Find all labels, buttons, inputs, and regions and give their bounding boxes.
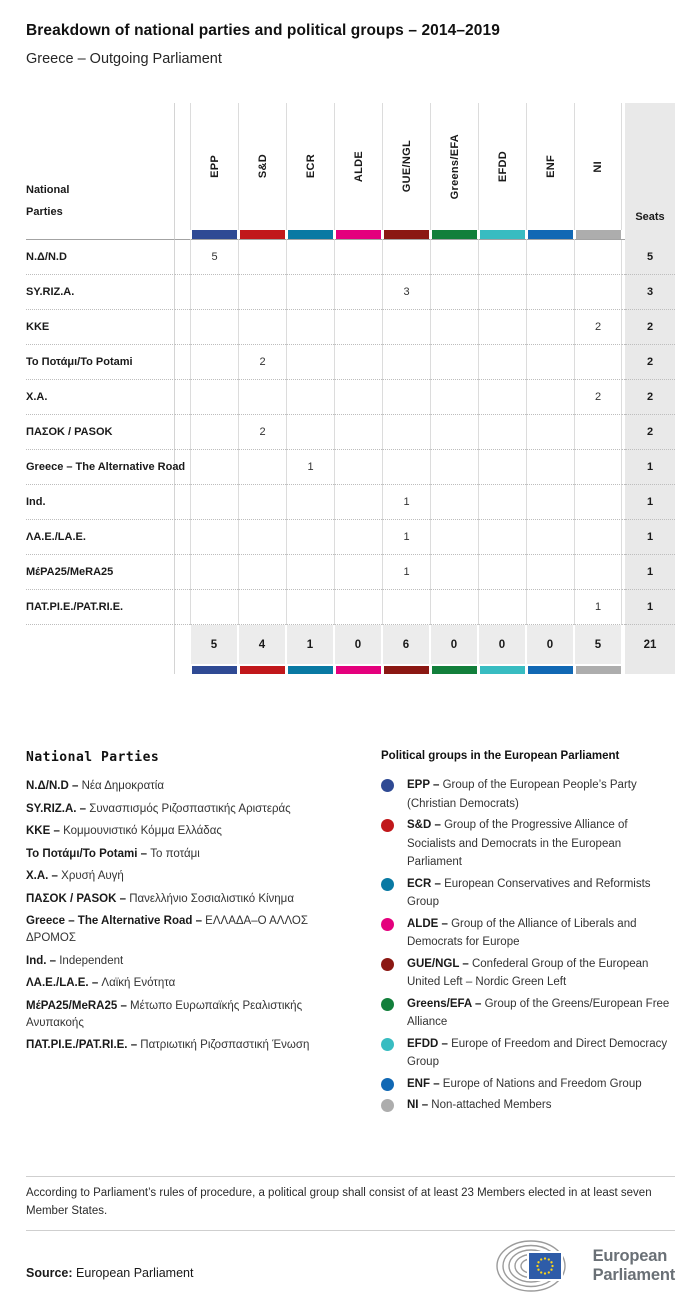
bottom-bar-label-cell [26,664,175,674]
value-cell-ENF [526,520,574,555]
group-abbr: ALDE – [407,917,452,930]
corner-header-line: National [26,184,70,196]
seats-cell: 2 [625,415,675,450]
value-cell-GUE/NGL [382,415,430,450]
total-cell-NI: 5 [574,625,622,664]
bottom-color-bar-segment-ALDE [334,664,382,674]
value-cell-EFDD [478,520,526,555]
national-party-legend-item [26,1037,357,1054]
national-party-legend-item [26,975,357,992]
value-cell-EPP [190,520,238,555]
party-cell: Ν.Δ/N.D [26,240,175,275]
group-color-dot-EFDD [381,1038,394,1051]
value-cell-Greens/EFA [430,415,478,450]
political-group-legend-item [381,875,675,912]
bottom-color-bar-segment-ECR [286,664,334,674]
value-cell-ALDE [334,310,382,345]
value-cell-Greens/EFA [430,520,478,555]
value-cell-ENF [526,345,574,380]
value-cell-Greens/EFA [430,590,478,625]
total-cell-ENF: 0 [526,625,574,664]
group-full-name: Group of the Alliance of Liberals and Democrats for Europe [407,917,637,948]
value-cell-EPP [190,310,238,345]
party-abbr: Greece – The Alternative Road – [26,915,206,927]
value-cell-ALDE [334,590,382,625]
seats-cell: 1 [625,520,675,555]
value-cell-NI [574,275,622,310]
value-cell-EFDD [478,485,526,520]
value-cell-EPP [190,590,238,625]
value-cell-Greens/EFA [430,310,478,345]
party-cell: ΛΑ.Ε./LA.E. [26,520,175,555]
group-header-ECR [286,103,334,230]
value-cell-S&D: 2 [238,345,286,380]
group-header-label: NI [592,160,604,173]
seats-header: Seats [625,103,675,230]
source-label: Source: [26,1266,73,1280]
party-abbr: Το Ποτάμι/To Potami – [26,847,151,860]
row-spacer [175,415,190,450]
group-header-label: EFDD [496,150,509,183]
value-cell-Greens/EFA [430,275,478,310]
european-parliament-logo [487,1240,675,1292]
party-cell: SY.RIZ.A. [26,275,175,310]
seats-cell: 2 [625,380,675,415]
group-description [407,995,675,1032]
value-cell-ECR [286,240,334,275]
value-cell-ALDE [334,415,382,450]
value-cell-S&D [238,275,286,310]
group-header-label: S&D [256,154,269,179]
value-cell-EPP: 5 [190,240,238,275]
color-bar-segment-ECR [286,230,334,240]
group-full-name: Non-attached Members [431,1099,552,1111]
totals-label-cell [26,625,175,664]
value-cell-EFDD [478,450,526,485]
party-full-name: Πανελλήνιο Σοσιαλιστικό Κίνημα [129,892,294,905]
political-groups-legend-list [381,776,675,1115]
national-party-legend-item [26,801,357,818]
party-abbr: Χ.Α. – [26,870,62,882]
political-group-legend-item [381,955,675,992]
value-cell-Greens/EFA [430,555,478,590]
value-cell-NI [574,520,622,555]
row-spacer [175,555,190,590]
seats-cell: 5 [625,240,675,275]
value-cell-Greens/EFA [430,240,478,275]
value-cell-EFDD [478,415,526,450]
party-abbr: ΠΑΤ.ΡΙ.Ε./PAT.RI.E. – [26,1039,141,1051]
value-cell-ECR: 1 [286,450,334,485]
value-cell-NI: 2 [574,380,622,415]
ep-logo-text [593,1247,675,1285]
value-cell-ENF [526,310,574,345]
value-cell-GUE/NGL [382,590,430,625]
national-party-legend-item [26,846,357,863]
value-cell-ALDE [334,520,382,555]
party-full-name: Χρυσή Αυγή [61,870,124,882]
group-header-label: Greens/EFA [448,133,461,200]
national-party-legend-item [26,891,357,908]
value-cell-GUE/NGL: 1 [382,520,430,555]
group-color-dot-GUE/NGL [381,958,394,971]
seats-cell: 3 [625,275,675,310]
value-cell-GUE/NGL [382,450,430,485]
value-cell-ENF [526,415,574,450]
ep-logo-line2: Parliament [592,1266,675,1284]
value-cell-ECR [286,345,334,380]
value-cell-ECR [286,310,334,345]
value-cell-ECR [286,415,334,450]
bottom-bar-spacer [175,664,190,674]
value-cell-Greens/EFA [430,485,478,520]
procedure-note: According to Parliament’s rules of procedure, a political group shall consist of at least 23 Members elected in at least seven Member States. [26,1187,652,1217]
value-cell-GUE/NGL: 1 [382,555,430,590]
value-cell-ECR [286,485,334,520]
group-description [407,875,675,912]
group-description [407,776,675,813]
value-cell-ENF [526,240,574,275]
footer [26,1176,675,1292]
group-color-dot-ALDE [381,918,394,931]
value-cell-S&D: 2 [238,415,286,450]
group-full-name: European Conservatives and Reformists Group [407,877,651,908]
national-party-legend-item [26,823,357,840]
row-spacer [175,485,190,520]
political-group-legend-item [381,915,675,952]
value-cell-ENF [526,485,574,520]
seats-cell: 1 [625,450,675,485]
national-party-legend-item [26,913,357,947]
row-spacer [175,275,190,310]
group-header-ALDE [334,103,382,230]
party-cell: Greece – The Alternative Road [26,450,175,485]
totals-spacer [175,625,190,664]
total-seats-cell: 21 [625,625,675,664]
group-abbr: EFDD – [407,1037,452,1050]
value-cell-EPP [190,275,238,310]
national-party-legend-item [26,998,357,1032]
value-cell-EPP [190,450,238,485]
national-party-legend-item [26,953,357,970]
value-cell-S&D [238,450,286,485]
total-cell-ECR: 1 [286,625,334,664]
political-group-legend-item [381,816,675,872]
group-full-name: Europe of Freedom and Direct Democracy Group [407,1037,668,1068]
source-row [26,1240,675,1292]
seats-cell: 1 [625,590,675,625]
party-full-name: Νέα Δημοκρατία [81,780,164,792]
divider [26,1176,675,1177]
value-cell-S&D [238,555,286,590]
group-header-ENF [526,103,574,230]
party-full-name: Κομμουνιστικό Κόμμα Ελλάδας [63,825,222,837]
value-cell-Greens/EFA [430,380,478,415]
group-header-EPP [190,103,238,230]
national-parties-legend-heading: National Parties [26,750,160,765]
row-spacer [175,450,190,485]
group-color-dot-NI [381,1099,394,1112]
group-header-GUE/NGL [382,103,430,230]
group-color-dot-S&D [381,819,394,832]
value-cell-NI [574,345,622,380]
value-cell-ECR [286,275,334,310]
color-bar-segment-Greens/EFA [430,230,478,240]
party-abbr: SY.RIZ.A. – [26,802,90,815]
group-header-EFDD [478,103,526,230]
national-parties-legend [26,750,381,1118]
value-cell-EFDD [478,310,526,345]
row-spacer [175,240,190,275]
group-header-S&D [238,103,286,230]
ep-hemicycle-icon [487,1240,583,1292]
political-group-legend-item [381,1075,675,1094]
party-full-name: ΕΛΛΑΔΑ–Ο ΑΛΛΟΣ ΔΡΟΜΟΣ [26,915,308,944]
group-abbr: EPP – [407,779,443,791]
color-bar-segment-ALDE [334,230,382,240]
party-abbr: ΛΑ.Ε./LA.E. – [26,977,102,989]
party-abbr: ΜέΡΑ25/MeRA25 – [26,999,131,1012]
group-header-label: GUE/NGL [400,140,413,193]
value-cell-GUE/NGL: 1 [382,485,430,520]
group-header-NI [574,103,622,230]
value-cell-S&D [238,590,286,625]
total-cell-Greens/EFA: 0 [430,625,478,664]
value-cell-GUE/NGL [382,380,430,415]
party-cell: ΚΚΕ [26,310,175,345]
party-full-name: Independent [59,954,124,967]
group-color-dot-ENF [381,1078,394,1091]
row-spacer [175,345,190,380]
value-cell-ECR [286,590,334,625]
value-cell-ALDE [334,275,382,310]
party-full-name: Πατριωτική Ριζοσπαστική Ένωση [140,1039,310,1051]
group-abbr: ECR – [407,877,445,890]
total-cell-S&D: 4 [238,625,286,664]
group-description [407,1096,675,1115]
header-spacer [175,103,190,230]
value-cell-ALDE [334,345,382,380]
value-cell-GUE/NGL: 3 [382,275,430,310]
group-description [407,1075,675,1094]
seats-cell: 1 [625,555,675,590]
value-cell-ALDE [334,450,382,485]
seats-cell: 1 [625,485,675,520]
row-spacer [175,590,190,625]
value-cell-S&D [238,380,286,415]
color-bar-segment-S&D [238,230,286,240]
value-cell-NI [574,450,622,485]
page-title: Breakdown of national parties and political groups – 2014–2019 [26,22,500,39]
value-cell-ECR [286,380,334,415]
value-cell-EFDD [478,275,526,310]
party-full-name: Συνασπισμός Ριζοσπαστικής Αριστεράς [89,802,291,815]
bottom-color-bar-segment-GUE/NGL [382,664,430,674]
group-abbr: NI – [407,1099,432,1111]
value-cell-ENF [526,555,574,590]
row-spacer [175,380,190,415]
national-party-legend-item [26,868,357,885]
value-cell-NI: 1 [574,590,622,625]
value-cell-ENF [526,590,574,625]
value-cell-NI [574,485,622,520]
group-header-label: ECR [304,154,317,179]
legend-section [26,750,675,1118]
party-cell: Ind. [26,485,175,520]
group-abbr: GUE/NGL – [407,957,472,970]
color-bar-segment-EPP [190,230,238,240]
value-cell-EFDD [478,345,526,380]
political-group-legend-item [381,1035,675,1072]
national-parties-legend-list [26,778,357,1054]
party-cell: Χ.Α. [26,380,175,415]
political-group-legend-item [381,776,675,813]
group-abbr: Greens/EFA – [407,997,485,1010]
party-cell: ΠΑΣΟΚ / PASOK [26,415,175,450]
party-cell: Το Ποτάμι/To Potami [26,345,175,380]
source-line [26,1266,193,1280]
value-cell-ECR [286,520,334,555]
value-cell-EPP [190,555,238,590]
value-cell-S&D [238,240,286,275]
bar-row-seats-cell [625,230,675,240]
group-full-name: Group of the Greens/European Free Alliance [407,997,670,1028]
value-cell-S&D [238,520,286,555]
bar-row-label-cell [26,230,175,240]
divider [26,1230,675,1231]
total-cell-GUE/NGL: 6 [382,625,430,664]
total-cell-ALDE: 0 [334,625,382,664]
value-cell-EPP [190,485,238,520]
group-description [407,1035,675,1072]
row-spacer [175,520,190,555]
value-cell-Greens/EFA [430,450,478,485]
group-full-name: Confederal Group of the European United Left – Nordic Green Left [407,957,649,988]
value-cell-ALDE [334,240,382,275]
bottom-color-bar-segment-NI [574,664,622,674]
group-header-label: EPP [208,155,221,178]
national-party-legend-item [26,778,357,795]
total-cell-EPP: 5 [190,625,238,664]
group-color-dot-EPP [381,779,394,792]
bar-row-spacer [175,230,190,240]
group-header-label: ALDE [352,150,365,183]
value-cell-EPP [190,345,238,380]
value-cell-ALDE [334,485,382,520]
party-cell: ΜέΡΑ25/MeRA25 [26,555,175,590]
value-cell-NI [574,415,622,450]
value-cell-EFDD [478,555,526,590]
page-subtitle: Greece – Outgoing Parliament [26,51,222,67]
party-full-name: Το ποτάμι [150,847,200,860]
group-color-dot-ECR [381,878,394,891]
value-cell-NI [574,555,622,590]
value-cell-EFDD [478,240,526,275]
bottom-color-bar-segment-S&D [238,664,286,674]
value-cell-ECR [286,555,334,590]
value-cell-GUE/NGL [382,240,430,275]
row-spacer [175,310,190,345]
group-description [407,816,675,872]
color-bar-segment-NI [574,230,622,240]
seats-cell: 2 [625,345,675,380]
party-abbr: ΠΑΣΟΚ / PASOK – [26,892,130,905]
group-header-Greens/EFA [430,103,478,230]
group-full-name: Europe of Nations and Freedom Group [442,1077,642,1090]
color-bar-segment-EFDD [478,230,526,240]
ep-logo-line1: European [592,1247,668,1265]
total-cell-EFDD: 0 [478,625,526,664]
source-value: European Parliament [76,1266,194,1280]
party-cell: ΠΑΤ.ΡΙ.Ε./PAT.RI.E. [26,590,175,625]
value-cell-ENF [526,275,574,310]
parliament-table [26,103,675,674]
party-full-name: Λαϊκή Ενότητα [101,977,176,989]
group-abbr: ENF – [407,1077,443,1090]
group-header-label: ENF [544,155,557,178]
political-groups-legend [381,750,675,1118]
color-bar-segment-GUE/NGL [382,230,430,240]
group-color-dot-Greens/EFA [381,998,394,1011]
value-cell-EPP [190,380,238,415]
bottom-bar-seats-cell [625,664,675,674]
value-cell-Greens/EFA [430,345,478,380]
value-cell-GUE/NGL [382,345,430,380]
value-cell-ALDE [334,380,382,415]
political-groups-legend-heading: Political groups in the European Parliament [381,750,620,762]
color-bar-segment-ENF [526,230,574,240]
group-description [407,955,675,992]
political-group-legend-item [381,1096,675,1115]
group-full-name: Group of the Progressive Alliance of Socialists and Democrats in the European Parliament [407,819,628,868]
group-abbr: S&D – [407,819,445,831]
group-description [407,915,675,952]
bottom-color-bar-segment-EFDD [478,664,526,674]
bottom-color-bar-segment-Greens/EFA [430,664,478,674]
party-abbr: Ind. – [26,954,60,967]
value-cell-EFDD [478,380,526,415]
page [0,22,700,1290]
party-full-name: Μέτωπο Ευρωπαϊκής Ρεαλιστικής Ανυπακοής [26,999,303,1029]
value-cell-NI: 2 [574,310,622,345]
table-corner-header [26,103,175,230]
value-cell-EPP [190,415,238,450]
seats-cell: 2 [625,310,675,345]
corner-header-line: Parties [26,206,63,218]
party-abbr: ΚΚΕ – [26,825,64,837]
value-cell-ENF [526,450,574,485]
value-cell-GUE/NGL [382,310,430,345]
political-group-legend-item [381,995,675,1032]
value-cell-ALDE [334,555,382,590]
group-full-name: Group of the European People’s Party (Christian Democrats) [407,779,637,810]
value-cell-S&D [238,310,286,345]
bottom-color-bar-segment-ENF [526,664,574,674]
value-cell-S&D [238,485,286,520]
bottom-color-bar-segment-EPP [190,664,238,674]
value-cell-NI [574,240,622,275]
party-abbr: Ν.Δ/N.D – [26,780,82,792]
value-cell-EFDD [478,590,526,625]
value-cell-ENF [526,380,574,415]
